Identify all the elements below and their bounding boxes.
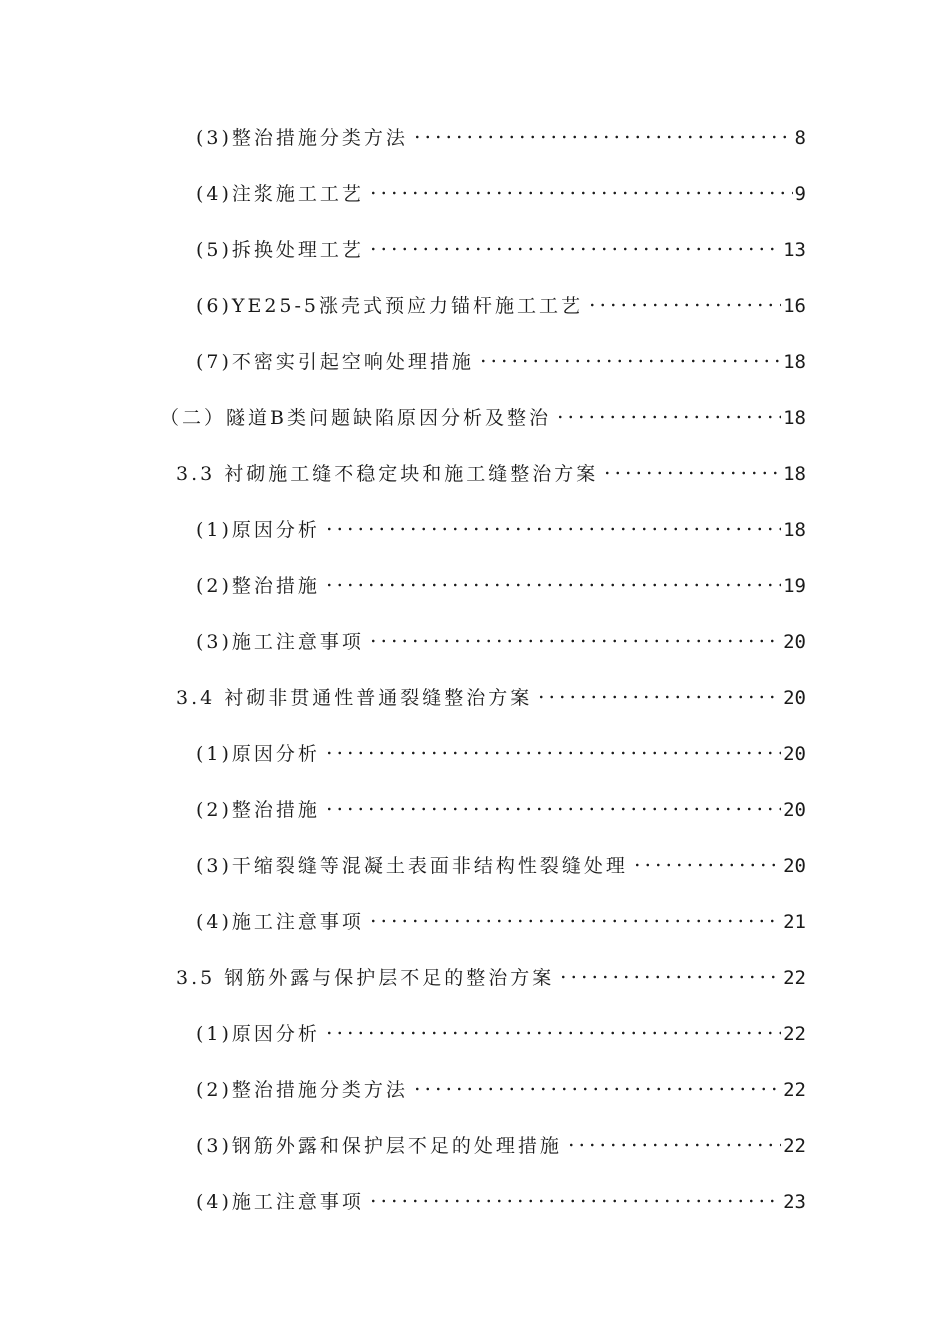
toc-dot-leader	[412, 134, 793, 140]
toc-page-number: 18	[783, 463, 806, 485]
toc-page-number: 22	[783, 1023, 806, 1045]
toc-entry-title: 3.4 衬砌非贯通性普通裂缝整治方案	[176, 687, 533, 709]
toc-page-number: 20	[783, 687, 806, 709]
toc-dot-leader	[555, 414, 781, 420]
toc-page-number: 22	[783, 1135, 806, 1157]
toc-dot-leader	[324, 750, 781, 756]
toc-entry[interactable]	[196, 1019, 806, 1049]
toc-entry-title: (3)干缩裂缝等混凝土表面非结构性裂缝处理	[196, 855, 628, 877]
toc-dot-leader	[368, 246, 781, 252]
toc-entry-title: (4)施工注意事项	[196, 911, 364, 933]
toc-entry-title: （二）隧道B类问题缺陷原因分析及整治	[160, 407, 551, 429]
toc-page-number: 8	[794, 127, 806, 149]
toc-entry[interactable]	[196, 291, 806, 321]
toc-entry-title: (1)原因分析	[196, 743, 320, 765]
toc-entry-title: (5)拆换处理工艺	[196, 239, 364, 261]
toc-dot-leader	[587, 302, 781, 308]
toc-page-number: 18	[783, 351, 806, 373]
toc-dot-leader	[558, 974, 781, 980]
toc-entry-title: 3.5 钢筋外露与保护层不足的整治方案	[176, 967, 555, 989]
toc-page-number: 20	[783, 799, 806, 821]
toc-dot-leader	[324, 526, 781, 532]
toc-dot-leader	[368, 190, 793, 196]
toc-page-number: 21	[783, 911, 806, 933]
toc-entry-title: (4)施工注意事项	[196, 1191, 364, 1213]
toc-dot-leader	[478, 358, 781, 364]
toc-entry[interactable]	[196, 235, 806, 265]
toc-entry[interactable]	[196, 907, 806, 937]
toc-entry[interactable]	[176, 963, 806, 993]
toc-dot-leader	[324, 806, 781, 812]
toc-entry[interactable]	[196, 571, 806, 601]
toc-entry[interactable]	[196, 1187, 806, 1217]
toc-entry-title: (1)原因分析	[196, 1023, 320, 1045]
toc-entry[interactable]	[196, 627, 806, 657]
toc-entry-title: (3)施工注意事项	[196, 631, 364, 653]
toc-page-number: 20	[783, 855, 806, 877]
toc-page-number: 9	[794, 183, 806, 205]
toc-entry[interactable]	[176, 683, 806, 713]
toc-entry-title: (6)YE25-5涨壳式预应力锚杆施工工艺	[196, 295, 584, 317]
toc-page-number: 23	[783, 1191, 806, 1213]
toc-dot-leader	[368, 1198, 781, 1204]
toc-entry[interactable]	[196, 123, 806, 153]
toc-entry-title: (3)钢筋外露和保护层不足的处理措施	[196, 1135, 562, 1157]
toc-page-number: 22	[783, 1079, 806, 1101]
toc-page-number: 13	[783, 239, 806, 261]
toc-entry[interactable]	[196, 1131, 806, 1161]
toc-entry-title: (4)注浆施工工艺	[196, 183, 364, 205]
toc-entry-title: (2)整治措施分类方法	[196, 1079, 408, 1101]
toc-entry[interactable]	[196, 739, 806, 769]
toc-page-number: 19	[783, 575, 806, 597]
toc-entry-title: (2)整治措施	[196, 575, 320, 597]
toc-page-number: 20	[783, 743, 806, 765]
toc-page-number: 20	[783, 631, 806, 653]
toc-page-number: 18	[783, 407, 806, 429]
toc-entry-title: (2)整治措施	[196, 799, 320, 821]
toc-dot-leader	[412, 1086, 781, 1092]
toc-entry[interactable]	[176, 459, 806, 489]
toc-dot-leader	[602, 470, 781, 476]
toc-dot-leader	[368, 918, 781, 924]
toc-entry-title: (7)不密实引起空响处理措施	[196, 351, 474, 373]
toc-entry[interactable]	[196, 179, 806, 209]
toc-entry[interactable]	[196, 347, 806, 377]
toc-page-number: 22	[783, 967, 806, 989]
toc-entry[interactable]	[196, 851, 806, 881]
toc-entry-title: 3.3 衬砌施工缝不稳定块和施工缝整治方案	[176, 463, 599, 485]
toc-dot-leader	[324, 1030, 781, 1036]
toc-entry[interactable]	[160, 403, 806, 433]
toc-page-number: 16	[783, 295, 806, 317]
toc-dot-leader	[368, 638, 781, 644]
toc-entry[interactable]	[196, 1075, 806, 1105]
toc-dot-leader	[324, 582, 781, 588]
toc-entry-title: (3)整治措施分类方法	[196, 127, 408, 149]
toc-dot-leader	[566, 1142, 781, 1148]
toc-dot-leader	[632, 862, 781, 868]
toc-entry-title: (1)原因分析	[196, 519, 320, 541]
toc-page-number: 18	[783, 519, 806, 541]
toc-entry[interactable]	[196, 795, 806, 825]
toc-dot-leader	[536, 694, 781, 700]
toc-entry[interactable]	[196, 515, 806, 545]
